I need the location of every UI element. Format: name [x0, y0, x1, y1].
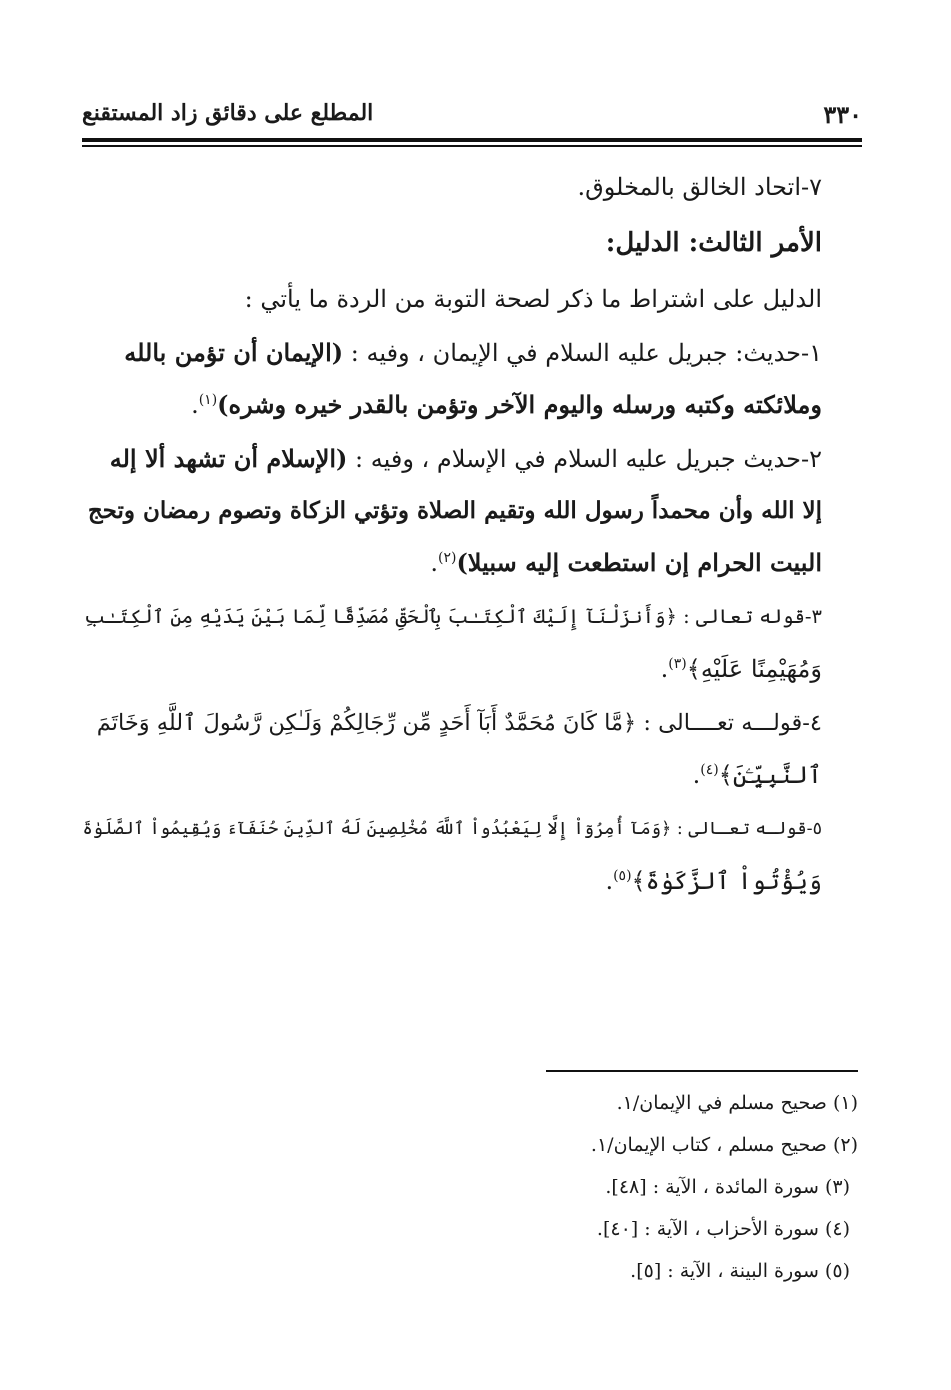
footnote-2: (٢) صحيح مسلم ، كتاب الإيمان/١.	[590, 1134, 858, 1156]
evidence-item-3	[82, 602, 822, 684]
header-rule-thick	[82, 138, 862, 142]
footnote-ref-5[interactable]: (٥)	[613, 868, 632, 884]
item1-text: ١-حديث: جبريل عليه السلام في الإيمان ، وفيه :	[343, 339, 822, 367]
footnote-1: (١) صحيح مسلم في الإيمان/١.	[616, 1092, 858, 1114]
item5-line2: وَيُؤْتُواْ ٱلزَّكَوٰةَ﴾$^{(٥)}$.	[605, 867, 822, 895]
item3-line1: ٣-قوله تعالى : ﴿وَأَنزَلْنَآ إِلَيْكَ ٱلْكِتَـٰبَ بِٱلْحَقِّ مُصَدِّقًا لِّمَا بَيْنَ يَدَيْهِ مِنَ ٱلْكِتَـٰبِ	[84, 605, 822, 628]
footnote-ref-4[interactable]: (٤)	[700, 762, 719, 778]
item1-hadith-start: (الإيمان أن تؤمن بالله	[124, 338, 344, 367]
evidence-item-4	[82, 708, 822, 790]
footnote-ref-2[interactable]: (٢)	[437, 550, 457, 566]
page-number: ٣٣٠	[823, 100, 862, 129]
evidence-item-1	[82, 338, 822, 420]
footnote-4: (٤) سورة الأحزاب ، الآية : [٤٠].	[596, 1218, 850, 1240]
footnotes	[82, 1090, 858, 1284]
footnote-separator	[546, 1070, 858, 1072]
intro-paragraph: الدليل على اشتراط ما ذكر لصحة التوبة من الردة ما يأتي :	[244, 285, 822, 313]
item2-line1	[82, 444, 822, 474]
footnote-ref-1[interactable]: (١)	[198, 392, 218, 408]
footnote-ref-3[interactable]: (٣)	[668, 656, 687, 672]
item2-line2: إلا الله وأن محمداً رسول الله وتقيم الصلاة وتؤتي الزكاة وتصوم رمضان وتحج	[87, 497, 822, 524]
item5-line1: ٥-قولـه تعـالى : ﴿وَمَآ أُمِرُوٓاْ إِلَّا لِيَعْبُدُواْ ٱللَّهَ مُخْلِصِينَ لَهُ ٱلدِّينَ حُنَفَآءَ وَيُقِيمُواْ ٱلصَّلَوٰةَ	[82, 819, 822, 839]
item3-verse-end: وَمُهَيْمِنًا عَلَيْهِ﴾	[686, 655, 822, 683]
item1-hadith-end: وملائكته وكتبه ورسله واليوم الآخر وتؤمن بالقدر خيره وشره)	[217, 390, 822, 419]
item2-line3: البيت الحرام إن استطعت إليه سبيلا)$^{(٢)}$.	[430, 548, 822, 577]
item2-text: ٢-حديث جبريل عليه السلام في الإسلام ، وفيه :	[347, 445, 822, 473]
main-text	[82, 172, 822, 896]
evidence-item-2	[82, 444, 822, 578]
footnote-3: (٣) سورة المائدة ، الآية : [٤٨].	[605, 1176, 850, 1198]
item2-hadith-end: البيت الحرام إن استطعت إليه سبيلا)	[456, 548, 822, 577]
item4-line2: ٱلنَّبِيِّـۧنَ﴾$^{(٤)}$.	[692, 761, 822, 789]
section-heading: الأمر الثالث: الدليل:	[605, 228, 822, 258]
evidence-item-5	[82, 814, 822, 896]
item1-line1	[82, 338, 822, 368]
item3-line2: وَمُهَيْمِنًا عَلَيْهِ﴾$^{(٣)}$.	[660, 655, 822, 683]
item5-verse-end: وَيُؤْتُواْ ٱلزَّكَوٰةَ﴾	[631, 867, 822, 895]
running-header	[82, 96, 862, 136]
book-title: المطلع على دقائق زاد المستقنع	[82, 100, 374, 126]
header-rule-thin	[82, 145, 862, 147]
footnote-5: (٥) سورة البينة ، الآية : [٥].	[630, 1260, 850, 1282]
item4-line1: ٤-قولـــه تعــــالى : ﴿مَّا كَانَ مُحَمَّدٌ أَبَآ أَحَدٍ مِّن رِّجَالِكُمْ وَلَـٰكِن رَّسُولَ ٱللَّهِ وَخَاتَمَ	[96, 710, 822, 736]
list-item-7: ٧-اتحاد الخالق بالمخلوق.	[577, 173, 822, 201]
item4-verse-end: ٱلنَّبِيِّـۧنَ﴾	[718, 761, 822, 789]
item2-hadith-start: (الإسلام أن تشهد ألا إله	[109, 444, 348, 473]
item1-line2: وملائكته وكتبه ورسله واليوم الآخر وتؤمن بالقدر خيره وشره)$^{(١)}$.	[191, 390, 822, 419]
